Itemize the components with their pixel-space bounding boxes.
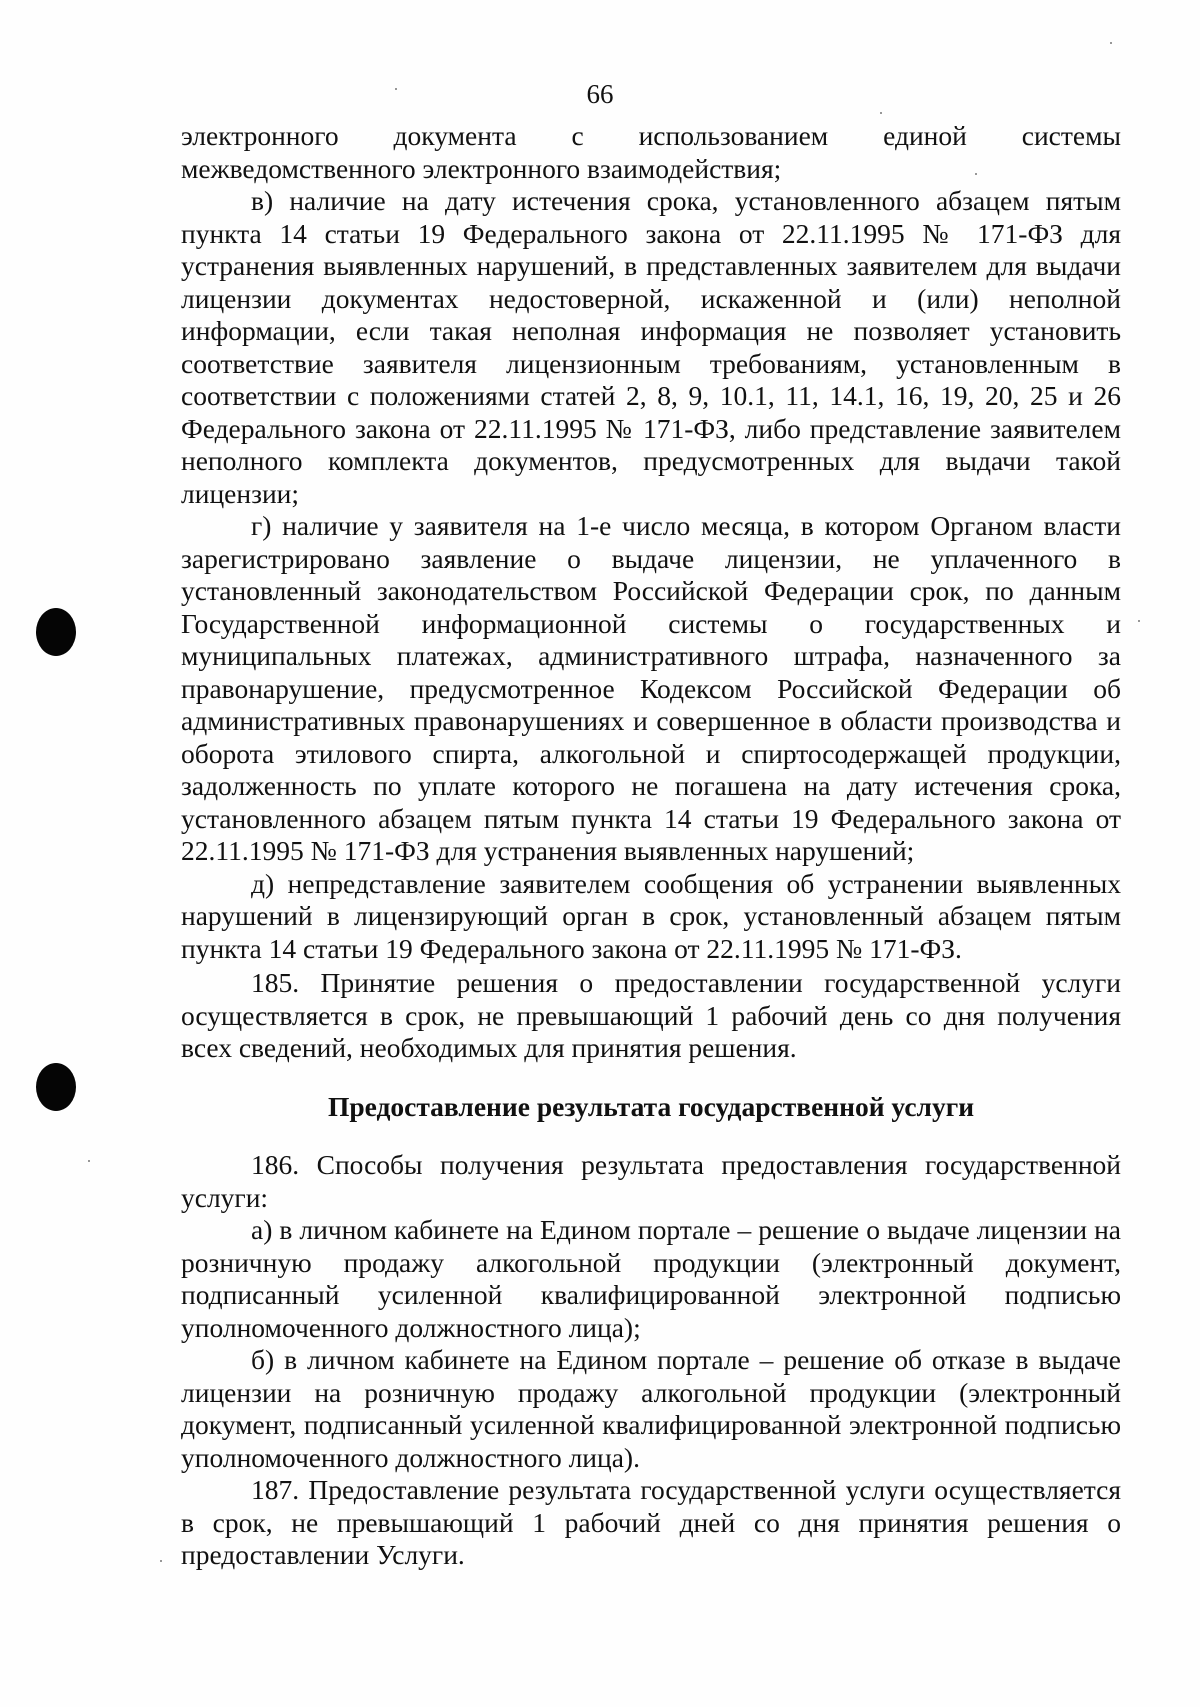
- scan-speck: [160, 1560, 162, 1562]
- scan-speck: [1138, 620, 1140, 622]
- paragraph-185: 185. Принятие решения о предоставлении государственной услуги осуществляется в срок, не превышающий 1 рабочий день со дня получения всех сведений, необходимых для принятия решения.: [181, 967, 1121, 1063]
- punch-hole-mark: [36, 608, 76, 656]
- scan-speck: [88, 1160, 90, 1162]
- paragraph-item-d: д) непредставление заявителем сообщения об устранении выявленных нарушений в лицензирующий орган в срок, установленный абзацем пятым пункта 14 статьи 19 Федерального закона от 22.11.1995 № 171-ФЗ.: [181, 867, 1121, 964]
- paragraph-item-v: в) наличие на дату истечения срока, установленного абзацем пятым пункта 14 статьи 19 Федерального закона от 22.11.1995 № 171-ФЗ для устранения выявленных нарушений, в представленных заявителем для выдачи лицензии документах недостоверной, искаженной и (или) неполной информации, если такая неполная информация не позволяет установить соответствие заявителя лицензионным требованиям, установленным в соответствии с положениями статей 2, 8, 9, 10.1, 11, 14.1, 16, 19, 20, 25 и 26 Федерального закона от 22.11.1995 № 171-ФЗ, либо представление заявителем неполного комплекта документов, предусмотренных для выдачи такой лицензии;: [181, 185, 1121, 509]
- paragraph-continuation: электронного документа с использованием единой системы межведомственного электронного взаимодействия;: [181, 120, 1121, 184]
- scan-speck: [395, 88, 397, 90]
- section-heading: Предоставление результата государственной услуги: [327, 1090, 975, 1122]
- paragraph-187: 187. Предоставление результата государственной услуги осуществляется в срок, не превышающий 1 рабочий дней со дня принятия решения о предоставлении Услуги.: [181, 1474, 1121, 1570]
- paragraph-item-g: г) наличие у заявителя на 1-е число месяца, в котором Органом власти зарегистрировано заявление о выдаче лицензии, не уплаченного в установленный законодательством Российской Федерации срок, по данным Государственной информационной системы о государственных и муниципальных платежах, административного штрафа, назначенного за правонарушение, предусмотренное Кодексом Российской Федерации об административных правонарушениях и совершенное в области производства и оборота этилового спирта, алкогольной и спиртосодержащей продукции, задолженность по уплате которого не погашена на дату истечения срока, установленного абзацем пятым пункта 14 статьи 19 Федерального закона от 22.11.1995 № 171-ФЗ для устранения выявленных нарушений;: [181, 510, 1121, 866]
- scan-speck: [880, 112, 882, 114]
- document-body: [181, 120, 1121, 1572]
- paragraph-186: 186. Способы получения результата предоставления государственной услуги:: [181, 1149, 1121, 1213]
- scan-speck: [975, 173, 977, 175]
- paragraph-item-a: а) в личном кабинете на Едином портале – решение о выдаче лицензии на розничную продажу алкогольной продукции (электронный документ, подписанный усиленной квалифицированной электронной подписью уполномоченного должностного лица);: [181, 1214, 1121, 1343]
- scan-speck: [1110, 42, 1112, 44]
- page-number: 66: [586, 79, 614, 109]
- punch-hole-mark: [36, 1063, 76, 1111]
- paragraph-item-b: б) в личном кабинете на Едином портале – решение об отказе в выдаче лицензии на розничную продажу алкогольной продукции (электронный документ, подписанный усиленной квалифицированной электронной подписью уполномоченного должностного лица).: [181, 1344, 1121, 1473]
